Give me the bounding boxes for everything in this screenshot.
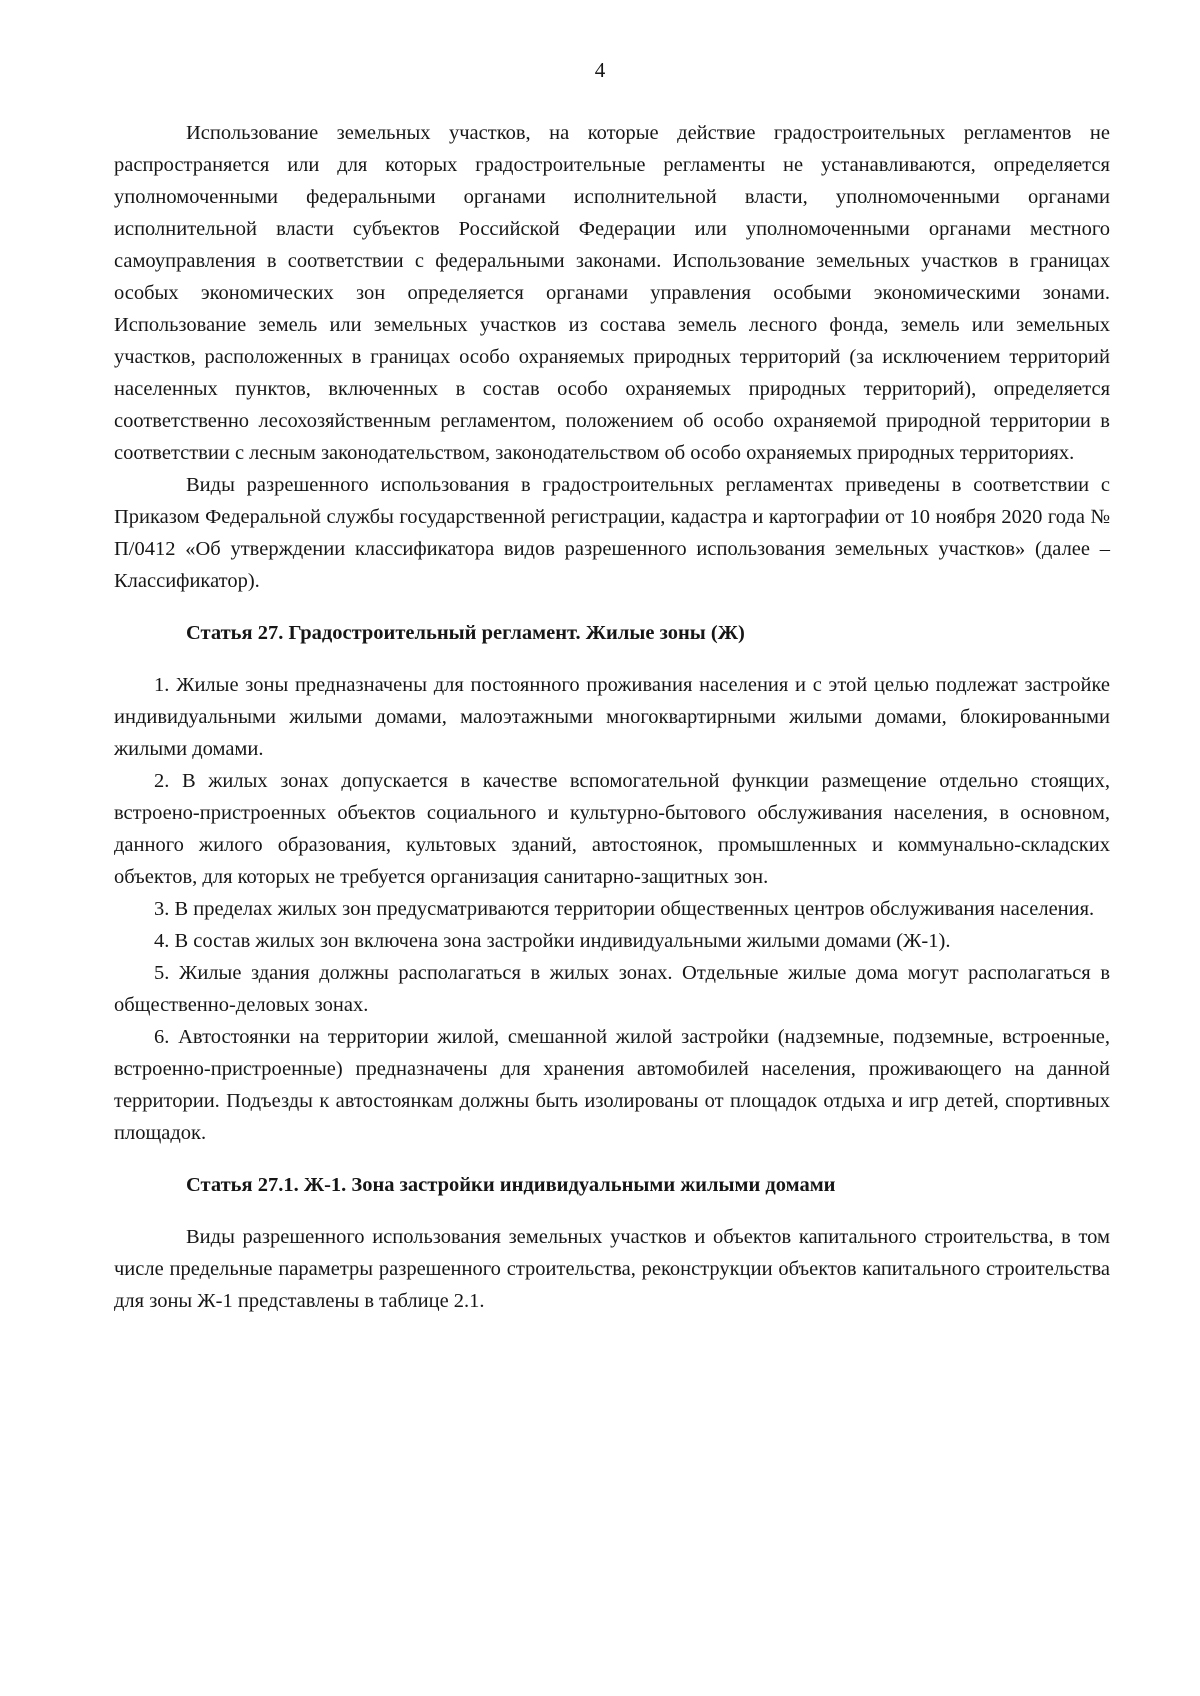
article-27-1-paragraph: Виды разрешенного использования земельных участков и объектов капитального строительства, в том числе предельные параметры разрешенного строительства, реконструкции объектов капитального строительства для зоны Ж-1 представлены в таблице 2.1. [114,1226,1110,1312]
article-27-item-4: 4. В состав жилых зон включена зона застройки индивидуальными жилыми домами (Ж-1). [154,930,951,952]
page-number: 4 [594,58,606,82]
article-27-item-6: 6. Автостоянки на территории жилой, смешанной жилой застройки (надземные, подземные, встроенные, встроенно-пристроенные) предназначены для хранения автомобилей населения, проживающего на данной территории. Подъезды к автостоянкам должны быть изолированы от площадок отдыха и игр детей, спортивных площадок. [114,1026,1110,1144]
article-27-heading: Статья 27. Градостроительный регламент. Жилые зоны (Ж) [186,622,745,644]
document-body [114,117,1110,1317]
article-27-1-heading: Статья 27.1. Ж-1. Зона застройки индивидуальными жилыми домами [186,1174,836,1196]
article-27-item-5: 5. Жилые здания должны располагаться в жилых зонах. Отдельные жилые дома могут располагаться в общественно-деловых зонах. [114,962,1110,1016]
article-27-item-1: 1. Жилые зоны предназначены для постоянного проживания населения и с этой целью подлежат застройке индивидуальными жилыми домами, малоэтажными многоквартирными жилыми домами, блокированными жилыми домами. [114,674,1110,760]
article-27-item-2: 2. В жилых зонах допускается в качестве вспомогательной функции размещение отдельно стоящих, встроено-пристроенных объектов социального и культурно-бытового обслуживания населения, в основном, данного жилого образования, культовых зданий, автостоянок, промышленных и коммунально-складских объектов, для которых не требуется организация санитарно-защитных зон. [114,770,1110,888]
intro-paragraph-land-use: Использование земельных участков, на которые действие градостроительных регламентов не распространяется или для которых градостроительные регламенты не устанавливаются, определяется уполномоченными федеральными органами исполнительной власти, уполномоченными органами исполнительной власти субъектов Российской Федерации или уполномоченными органами местного самоуправления в соответствии с федеральными законами. Использование земельных участков в границах особых экономических зон определяется органами управления особыми экономическими зонами. Использование земель или земельных участков из состава земель лесного фонда, земель или земельных участков, расположенных в границах особо охраняемых природных территорий (за исключением территорий населенных пунктов, включенных в состав особо охраняемых природных территорий), определяется соответственно лесохозяйственным регламентом, положением об особо охраняемой природной территории в соответствии с лесным законодательством, законодательством об особо охраняемых природных территориях. [114,122,1110,464]
intro-paragraph-classifier: Виды разрешенного использования в градостроительных регламентах приведены в соответствии с Приказом Федеральной службы государственной регистрации, кадастра и картографии от 10 ноября 2020 года № П/0412 «Об утверждении классификатора видов разрешенного использования земельных участков» (далее – Классификатор). [114,474,1110,592]
article-27-item-3: 3. В пределах жилых зон предусматриваются территории общественных центров обслуживания населения. [154,898,1095,920]
